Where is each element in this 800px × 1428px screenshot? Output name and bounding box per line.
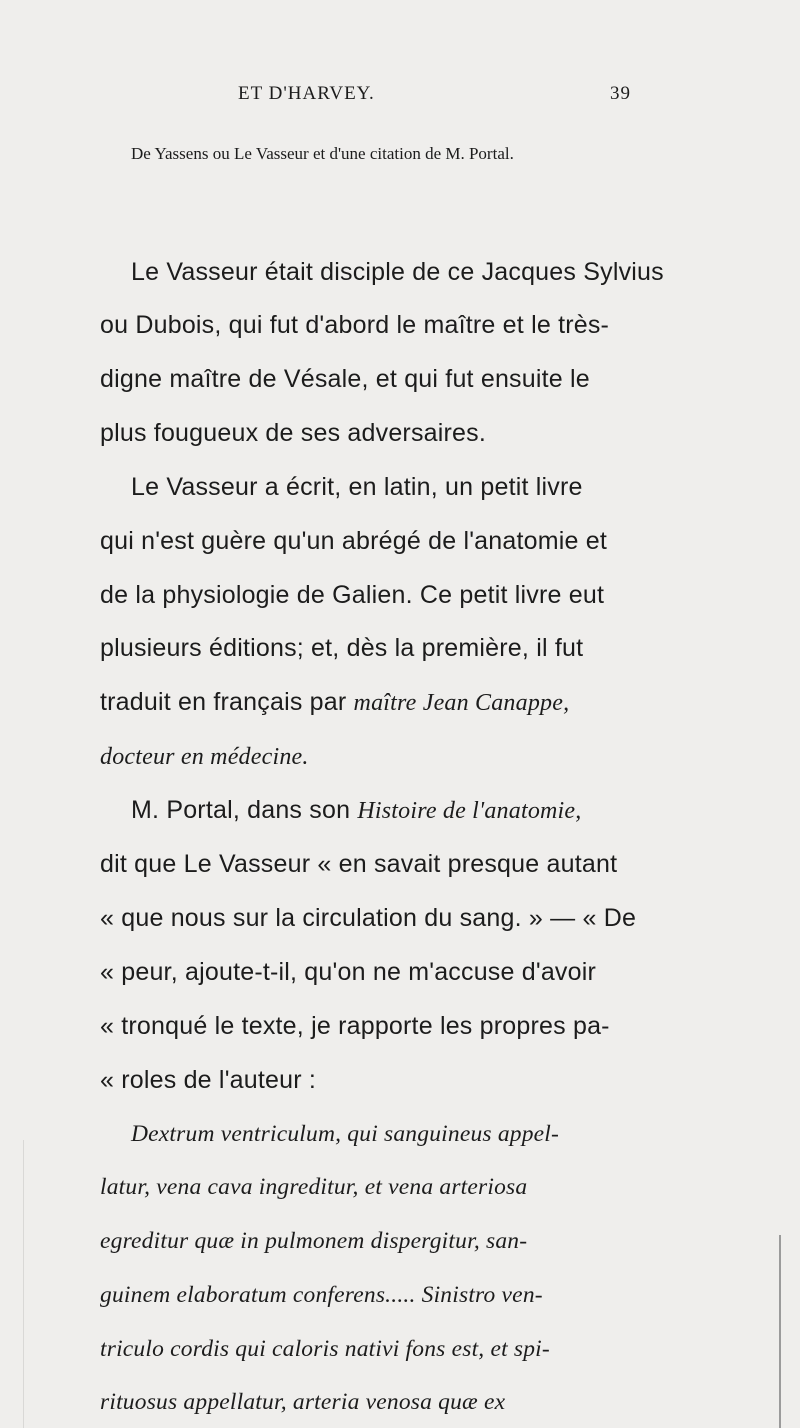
section-heading: De Yassens ou Le Vasseur et d'une citation de M. Portal. xyxy=(131,144,514,163)
gutter-edge-line xyxy=(779,1235,781,1428)
body-line: plus fougueux de ses adversaires. xyxy=(100,419,486,447)
body-line-text: M. Portal, dans son xyxy=(131,796,358,824)
quoted-line: « roles de l'auteur : xyxy=(100,1066,317,1094)
body-line: plusieurs éditions; et, dès la première, il fut xyxy=(100,634,584,662)
latin-quote-line: latur, vena cava ingreditur, et vena arteriosa xyxy=(100,1174,528,1200)
body-line: de la physiologie de Galien. Ce petit livre eut xyxy=(100,581,605,609)
body-line xyxy=(100,741,309,772)
body-line xyxy=(131,795,581,826)
body-line: ou Dubois, qui fut d'abord le maître et le très- xyxy=(100,311,610,339)
body-line xyxy=(100,687,569,718)
italic-phrase: docteur en médecine. xyxy=(100,744,309,770)
latin-quote-line: rituosus appellatur, arteria venosa quæ ex xyxy=(100,1389,506,1415)
latin-quote-line: guinem elaboratum conferens..... Sinistro ven- xyxy=(100,1282,543,1308)
body-line-text: traduit en français par xyxy=(100,688,354,716)
running-title: ET D'HARVEY. xyxy=(238,83,375,104)
quoted-line: « tronqué le texte, je rapporte les propres pa- xyxy=(100,1012,610,1040)
quoted-line: « que nous sur la circulation du sang. » — « De xyxy=(100,904,637,932)
left-margin-line xyxy=(23,1140,24,1428)
quoted-line: dit que Le Vasseur « en savait presque autant xyxy=(100,850,618,878)
body-line: Le Vasseur a écrit, en latin, un petit livre xyxy=(131,473,583,501)
latin-quote-line: Dextrum ventriculum, qui sanguineus appel- xyxy=(131,1121,560,1147)
latin-quote-line: triculo cordis qui caloris nativi fons est, et spi- xyxy=(100,1336,550,1362)
page-number: 39 xyxy=(610,83,631,104)
body-line: qui n'est guère qu'un abrégé de l'anatomie et xyxy=(100,527,608,555)
book-title-italic: Histoire de l'anatomie, xyxy=(357,798,582,824)
body-line: digne maître de Vésale, et qui fut ensuite le xyxy=(100,365,590,393)
running-header xyxy=(0,83,800,113)
quoted-line: « peur, ajoute-t-il, qu'on ne m'accuse d'avoir xyxy=(100,958,597,986)
body-line: Le Vasseur était disciple de ce Jacques Sylvius xyxy=(131,258,664,286)
latin-quote-line: egreditur quæ in pulmonem dispergitur, san- xyxy=(100,1228,528,1254)
italic-phrase: maître Jean Canappe, xyxy=(353,690,570,716)
